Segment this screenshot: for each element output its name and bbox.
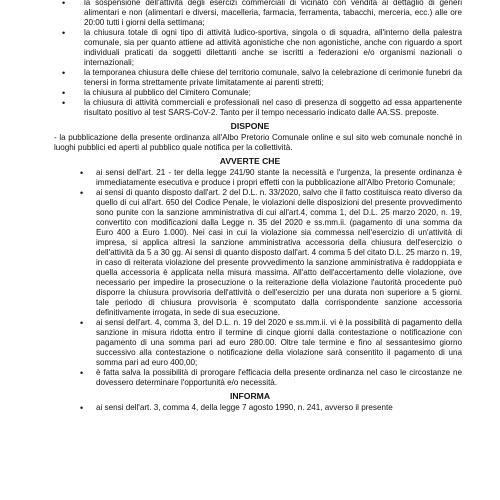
bullet-icon: • [62, 98, 66, 108]
avverte-heading: AVVERTE CHE [219, 156, 281, 166]
bullet-icon: • [80, 188, 84, 198]
list-item: • la chiusura al pubblico del Cimitero Comunale; [62, 88, 251, 98]
dispone-heading: DISPONE [230, 121, 270, 131]
list-item: • è fatta salva la possibilità di prorogare l'efficacia della presente ordinanza nel caso le circostanze ne dovessero determinare l'opportunità e/o necessità. [80, 368, 462, 387]
bullet-icon: • [80, 403, 84, 413]
bullet-icon: • [80, 368, 84, 378]
bullet-icon: • [80, 318, 84, 328]
bullet-icon: • [62, 88, 66, 98]
bullet-icon: • [62, 68, 66, 78]
list-item: • la chiusura totale di ogni tipo di attività ludico-sportiva, singola o di squadra, all'interno della palestra comunale, sia per quanto attiene ad attività agonistiche che non agonistiche, anche con riguardo a sport individuali praticati da soggetti dilettanti anche se iscritti a federazioni e/o organismi nazionali o internazionali; [62, 28, 462, 67]
bullet-icon: • [62, 0, 66, 8]
bullet-icon: • [80, 168, 84, 178]
measures-list [0, 0, 500, 118]
informa-list [0, 403, 500, 413]
list-item: • la sospensione dell'attività degli esercizi commerciali di vicinato con vendita al dettaglio di generi alimentari e non (alimentari e diversi, macelleria, farmacia, ferramenta, tabacchi, merceria, ecc.) alle ore 20:00 tutti i giorni della settimana; [62, 0, 462, 27]
bullet-icon: • [62, 28, 66, 38]
list-item: • ai sensi dell'art. 3, comma 4, della legge 7 agosto 1990, n. 241, avverso il presente [80, 403, 393, 413]
list-item: • la chiusura di attività commerciali e professionali nel caso di presenza di soggetto ad essa appartenente risultato positivo al test SARS-CoV-2. Tanto per il tempo necessario indicato dalle AA.SS. preposte. [62, 98, 462, 117]
informa-heading: INFORMA [229, 391, 271, 401]
list-item: • ai sensi dell'art. 4, comma 3, del D.L. n. 19 del 2020 e ss.mm.ii. vi è la possibilità di pagamento della sanzione in misura ridotta entro il termine di cinque giorni dalla contestazione o notificazione con pagamento di una somma pari ad euro 280.00. Oltre tale termine e fino al sessantesimo giorno successivo alla contestazione o notificazione della violazione sarà consentito il pagamento di una somma pari ad euro 400,00; [80, 318, 462, 367]
avverte-list [0, 168, 500, 388]
dispone-text: - la pubblicazione della presente ordinanza all'Albo Pretorio Comunale online e sul sito web comunale nonché in luoghi pubblici ed aperti al pubblico quale notifica per la collettività. [54, 133, 462, 152]
list-item: • ai sensi di quanto disposto dall'art. 2 del D.L. n. 33/2020, salvo che il fatto costituisca reato diverso da quello di cui all'art. 650 del Codice Penale, le violazioni delle disposizioni del presente provvedimento sono punite con la sanzione amministrativa di cui all'art.4, comma 1, del D.L. 25 marzo 2020, n. 19, convertito con modificazioni dalla Legge n. 35 del 2020 e ss.mm.ii. (pagamento di una somma da Euro 400 a Euro 1.000). Nei casi in cui la violazione sia commessa nell'esercizio di un'attività di impresa, si applica altresì la sanzione amministrativa accessoria della chiusura dell'esercizio o dell'attività da 5 a 30 gg. Ai sensi di quanto disposto dall'art. 4 comma 5 del citato D.L. 25 marzo n. 19, in caso di reiterata violazione del presente provvedimento la sanzione amministrativa è raddoppiata e quella accessoria è applicata nella misura massima. All'atto dell'accertamento delle violazione, ove necessario per impedire la prosecuzione o la reiterazione della violazione l'autorità procedente può disporre la chiusura provvisoria dell'attività o dell'esercizio per una durata non superiore a 5 giorni. tale periodo di chiusura provvisoria è scomputato dalla corrispondente sanzione accessoria definitivamente irrogata, in sede di sua esecuzione. [80, 188, 462, 317]
list-item: • la temporanea chiusura delle chiese del territorio comunale, salvo la celebrazione di cerimonie funebri da tenersi in forma strettamente private limitatamente ai parenti stretti; [62, 68, 462, 87]
list-item: • ai sensi dell'art. 21 - ter della legge 241/90 stante la necessità e l'urgenza, la presente ordinanza è immediatamente esecutiva e produce i propri effetti con la pubblicazione all'Albo Pretorio Comunale; [80, 168, 462, 187]
